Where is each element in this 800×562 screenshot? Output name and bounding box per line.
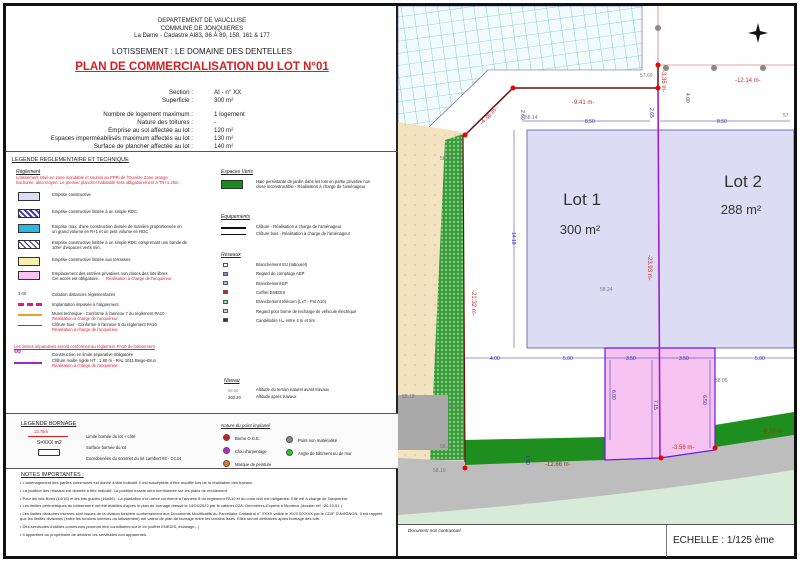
legend-swatch xyxy=(18,240,40,249)
svg-text:3.50: 3.50 xyxy=(626,356,636,362)
note-item: • Des servitudes d'utilités communes pourront être constituées sur le lot (coffret ENEDIS, éclairage...) xyxy=(20,523,200,529)
wood-fence-symbol xyxy=(221,234,246,235)
svg-text:-12.14 m-: -12.14 m- xyxy=(735,78,761,84)
notes-importantes xyxy=(6,469,398,556)
svg-text:-12.66 m-: -12.66 m- xyxy=(545,462,571,468)
lot-info-label: Surface de plancher affectée au lot : xyxy=(93,143,193,150)
sample-area: S=XXX m2 xyxy=(37,440,62,446)
legend-reglement: Réglement xyxy=(16,169,41,175)
svg-text:4.00: 4.00 xyxy=(684,93,690,103)
network-icon xyxy=(223,272,228,276)
cadastre: La Dame - Cadastre AI83, 86 À 89, 158, 161 & 177 xyxy=(134,33,270,39)
legend-label: Clôture maille rigide HT : 1.80 m - RAL 1011 Beige-Brun xyxy=(52,358,156,363)
hedge-swatch xyxy=(221,180,243,189)
point-label: Angle de bâtiment ou de mur xyxy=(298,450,352,456)
legend-label: Altitude après travaux xyxy=(256,394,297,399)
svg-text:58.24: 58.24 xyxy=(600,287,613,293)
legend-label: Coordonnées du sommet du lot Lambert 93 - CC44 xyxy=(86,456,182,461)
point-label: Borne O.G.E. xyxy=(235,435,261,441)
legend-label: Clôture bois - Réalisation à charge de l'aménageur xyxy=(256,231,351,236)
svg-text:-4.36 m-: -4.36 m- xyxy=(479,106,500,127)
lot2-area: 288 m² xyxy=(720,202,762,217)
svg-text:58.10: 58.10 xyxy=(433,468,446,474)
separatives-note: Les limites séparatives seront conformes au règlement PA10 du lotissement xyxy=(14,344,155,349)
network-icon xyxy=(223,281,228,285)
legend-label: Branchement télécom (LxT - Pot A10) xyxy=(256,299,326,305)
plan-drawing xyxy=(398,6,794,524)
legend-note: Réalisation à charge de l'acquéreur xyxy=(52,327,118,332)
note-item: • Les limites périmétriques du lotissement ont été établies d'après le plan de bornage dressé le 14/04/2022 par le cabinet C2A. Géomètres-Experts à Monteux (dossier réf : 20.10.51 ) xyxy=(20,503,342,509)
svg-text:5.00: 5.00 xyxy=(755,356,765,362)
footer xyxy=(398,524,794,556)
legend-swatch xyxy=(18,192,40,201)
svg-text:6.00: 6.00 xyxy=(610,390,616,400)
legend-label: Haie persistante de jardin dans les lots en partie privative non xyxy=(256,179,371,184)
info-panel xyxy=(6,6,398,556)
legend-title: LEGENDE REGLEMENTAIRE ET TECHNIQUE xyxy=(12,157,129,163)
svg-text:57: 57 xyxy=(783,113,789,119)
svg-text:-9.41 m-: -9.41 m- xyxy=(572,100,595,106)
wall-symbol xyxy=(18,314,42,316)
level-sample: 203.20 xyxy=(228,395,241,400)
svg-text:-21.32 m-: -21.32 m- xyxy=(470,290,476,316)
svg-text:2.60: 2.60 xyxy=(519,110,525,120)
svg-text:2.65: 2.65 xyxy=(648,108,654,118)
point-marker-icon xyxy=(286,436,293,443)
lot-info-value: - xyxy=(214,119,217,126)
legend-swatch xyxy=(18,209,40,218)
note-item: • Pour les lots libres (14/15) et les lots guidés (16à36) : La plantation d'un arbre conforme à l'annexe 8 du règlement PA10 et du code civil est obligatoire. Elle est à charge de l'acquéreur. xyxy=(20,495,349,501)
legend-note: Réalisation à charge de l'acquéreur xyxy=(52,363,118,368)
lotissement-name: LOTISSEMENT : LE DOMAINE DES DENTELLES xyxy=(112,46,292,56)
svg-text:57.69: 57.69 xyxy=(640,73,653,79)
page-title: PLAN DE COMMERCIALISATION DU LOT N°01 xyxy=(75,60,329,73)
lot-info-value: AI - n° XX xyxy=(214,89,242,96)
legend-label: Emprise constructive limitée à un simple RDC comprenant une bande de xyxy=(52,240,187,245)
svg-text:1.50: 1.50 xyxy=(524,455,530,465)
alignment-symbol xyxy=(18,303,42,306)
svg-text:58.05: 58.05 xyxy=(715,378,728,384)
lot1-name: Lot 1 xyxy=(563,190,601,209)
legend-label: Emprise max. d'une construction divisée de manière proportionnée en xyxy=(52,224,182,229)
svg-text:3.50: 3.50 xyxy=(679,356,689,362)
svg-text:58.27: 58.27 xyxy=(440,156,453,162)
legend-label: un grand volume en R+1 et un petit volume en RDC xyxy=(52,229,149,234)
department: DEPARTEMENT DE VAUCLUSE xyxy=(157,18,247,24)
note-item: • La position des réseaux est donnée à titre indicatif. La position exacte sera mentionnée sur les plans de récolement. xyxy=(20,487,228,493)
legend-technique xyxy=(6,152,398,414)
network-icon xyxy=(223,300,228,304)
legend-label: Limite bornée du lot + côte xyxy=(86,434,136,439)
sample-dimension: 13.75m xyxy=(34,429,48,434)
coordinates-box-symbol xyxy=(38,449,60,456)
lot-info-label: Section : xyxy=(168,89,193,96)
legend-label: Cet accès est obligatoire. xyxy=(52,276,100,281)
point-marker-icon xyxy=(223,434,230,441)
legend-label: Construction en limite séparative obligatoire xyxy=(52,352,134,357)
point-marker-icon xyxy=(286,449,293,456)
legend-label: Emprise constructive xyxy=(52,192,91,197)
svg-text:-23.93 m-: -23.93 m- xyxy=(646,255,652,281)
legend-label: Altitude du terrain naturel avant travaux xyxy=(256,387,330,392)
legend-label: Regard pour borne de recharge de véhicule électrique xyxy=(256,308,357,314)
level-sample: 58.50 xyxy=(228,388,239,393)
svg-text:5.00: 5.00 xyxy=(563,356,573,362)
network-icon xyxy=(223,290,228,294)
legend-label: Branchement EP xyxy=(256,280,288,286)
lot-info-label: Espaces imperméabilisés maximum affectés au lot : xyxy=(50,135,193,142)
legend-swatch xyxy=(18,271,40,280)
svg-text:8.50: 8.50 xyxy=(585,119,595,125)
disclaimer: Document non contractuel xyxy=(408,528,461,533)
infinity-symbol-icon: ∞ xyxy=(14,346,22,357)
lot-info-value: 130 m² xyxy=(214,135,234,142)
svg-text:58.14: 58.14 xyxy=(525,115,538,121)
building-footprint xyxy=(527,130,794,348)
lot-info-value: 140 m² xyxy=(214,143,234,150)
legend-note: Réalisation à charge de l'acquéreur xyxy=(52,316,118,321)
svg-text:58.17: 58.17 xyxy=(448,403,461,409)
legend-label: Coffret ENEDIS xyxy=(256,289,286,295)
legend-warning: Lotissement situé en zone inondable et soumis au PPRi de l'Ouvèze Zone orange xyxy=(16,175,168,180)
lot-info-value: 300 m² xyxy=(214,97,234,104)
svg-text:-3.35 m-: -3.35 m- xyxy=(660,70,666,93)
note-item: • L'aménagement des parties communes est donné à titre indicatif. Il est susceptible d'être modifié lors de la réalisation des travaux. xyxy=(20,480,254,485)
lot2-name: Lot 2 xyxy=(724,172,762,191)
legend-label: Emplacement des entrées privatives non closes des lots libres xyxy=(52,271,168,276)
legend-warning: hachurée, aléa moyen. Le premier plancher habitable sera obligatoirement à TN+1.20m. xyxy=(16,180,180,185)
svg-text:4.00: 4.00 xyxy=(490,356,500,362)
legend-label: Emprise constructive limitée aux terrasses xyxy=(52,257,131,262)
point-marker-icon xyxy=(223,447,230,454)
dimension-symbol: 3.00 xyxy=(18,291,27,296)
svg-text:14.18: 14.18 xyxy=(510,232,516,245)
legend-label: Clôture bois - Conforme à l'annexe 5 du règlement PA10 xyxy=(52,322,157,327)
reseaux-title: Réseaux xyxy=(221,252,241,258)
wood-fence-symbol xyxy=(18,325,42,326)
legend-swatch xyxy=(18,224,40,233)
legend-label: Emprise constructive limitée à un simple RDC xyxy=(52,209,137,214)
legend-label: Branchement EU (tabouret) xyxy=(256,262,308,267)
legend-label: Clôture - Réalisation à charge de l'aménageur xyxy=(256,224,342,229)
legend-note: Réalisation à charge de l'acquéreur xyxy=(106,276,172,281)
svg-text:-8.22 m-: -8.22 m- xyxy=(762,429,785,435)
north-arrow-icon xyxy=(748,23,768,43)
legend-swatch xyxy=(18,257,40,266)
legend-label: Cotation distances réglementaires xyxy=(52,292,116,297)
network-icon xyxy=(223,263,228,267)
note-item: • Les limites divisoires internes sont issues de la division foncière conformément aux Documents Modificatifs du Parcellaire Cadastral n° XXXX validé le XX/XX/XXXX par le CDIF D'AVIGNON. Il est rappelé que les limites divisoires (entre les fonciers internes du lotissement) ont valeur de plan de bornage entre les terrains issés. Elles seront définitives après bornage des lots. xyxy=(20,511,383,521)
niveau-title: Niveau xyxy=(224,378,240,384)
lot-info-value: 120 m² xyxy=(214,127,234,134)
legend-label: Candélabre Hₘ entre 4 m et 5m xyxy=(256,317,315,323)
bornage-title: LEGENDE BORNAGE xyxy=(21,421,77,427)
legend-label: Implantation imposée à l'alignement xyxy=(52,302,119,307)
scale: ECHELLE : 1/125 ème xyxy=(666,525,794,557)
point-label: Point non matérialisé xyxy=(298,437,338,443)
legend-label: Muret technique - Conforme à l'annexe 7 du règlement PA10 xyxy=(52,311,165,316)
lot-info-label: Nombre de logement maximum : xyxy=(103,111,193,118)
equipements-title: Equipements xyxy=(221,214,251,220)
fence-rigid-symbol xyxy=(14,362,42,364)
espaces-verts-title: Espaces Verts xyxy=(221,169,254,175)
legend-label: close inconstructible - Réalisation à charge de l'aménageur xyxy=(256,184,366,189)
nature-title: Nature du point implanté xyxy=(221,423,271,428)
lot1-area: 300 m² xyxy=(559,222,601,237)
parking-area xyxy=(398,395,448,450)
commune: COMMUNE DE JONQUIERES xyxy=(160,25,244,32)
fence-symbol xyxy=(221,227,246,229)
svg-text:58.19: 58.19 xyxy=(402,394,415,400)
point-marker-icon xyxy=(223,460,230,467)
legend-label: 10m² d'espaces verts min. xyxy=(52,245,101,250)
lot-info-label: Superficie : xyxy=(162,97,193,104)
notes-title: NOTES IMPORTANTES : xyxy=(21,472,84,478)
svg-text:8.50: 8.50 xyxy=(717,119,727,125)
legend-bornage xyxy=(6,414,398,469)
lot-info-label: Emprise au sol affectée au lot : xyxy=(108,127,193,134)
title-block xyxy=(6,6,398,152)
svg-text:6.50: 6.50 xyxy=(701,395,707,405)
lot-info-label: Nature des toitures : xyxy=(137,119,193,126)
legend-label: Regard de comptage AEP xyxy=(256,271,305,277)
legend-label: Surface bornée du lot xyxy=(86,445,127,450)
site-plan xyxy=(398,6,794,524)
network-icon xyxy=(223,318,228,322)
point-label: Clou d'arpentage xyxy=(235,448,267,454)
note-item: • Il appartient au propriétaire de déclarer les servitudes non apparentes. xyxy=(20,531,148,537)
lot-info-value: 1 logement xyxy=(214,111,245,118)
svg-text:7.15: 7.15 xyxy=(652,400,658,410)
point-label: Marque de peinture xyxy=(235,461,272,467)
svg-text:-3.56 m-: -3.56 m- xyxy=(672,445,695,451)
unmaterialized-points xyxy=(655,25,766,71)
network-icon xyxy=(223,309,228,313)
svg-text:58.15: 58.15 xyxy=(440,444,453,450)
bounded-line-symbol xyxy=(28,436,68,437)
lot-boundary xyxy=(465,65,658,135)
